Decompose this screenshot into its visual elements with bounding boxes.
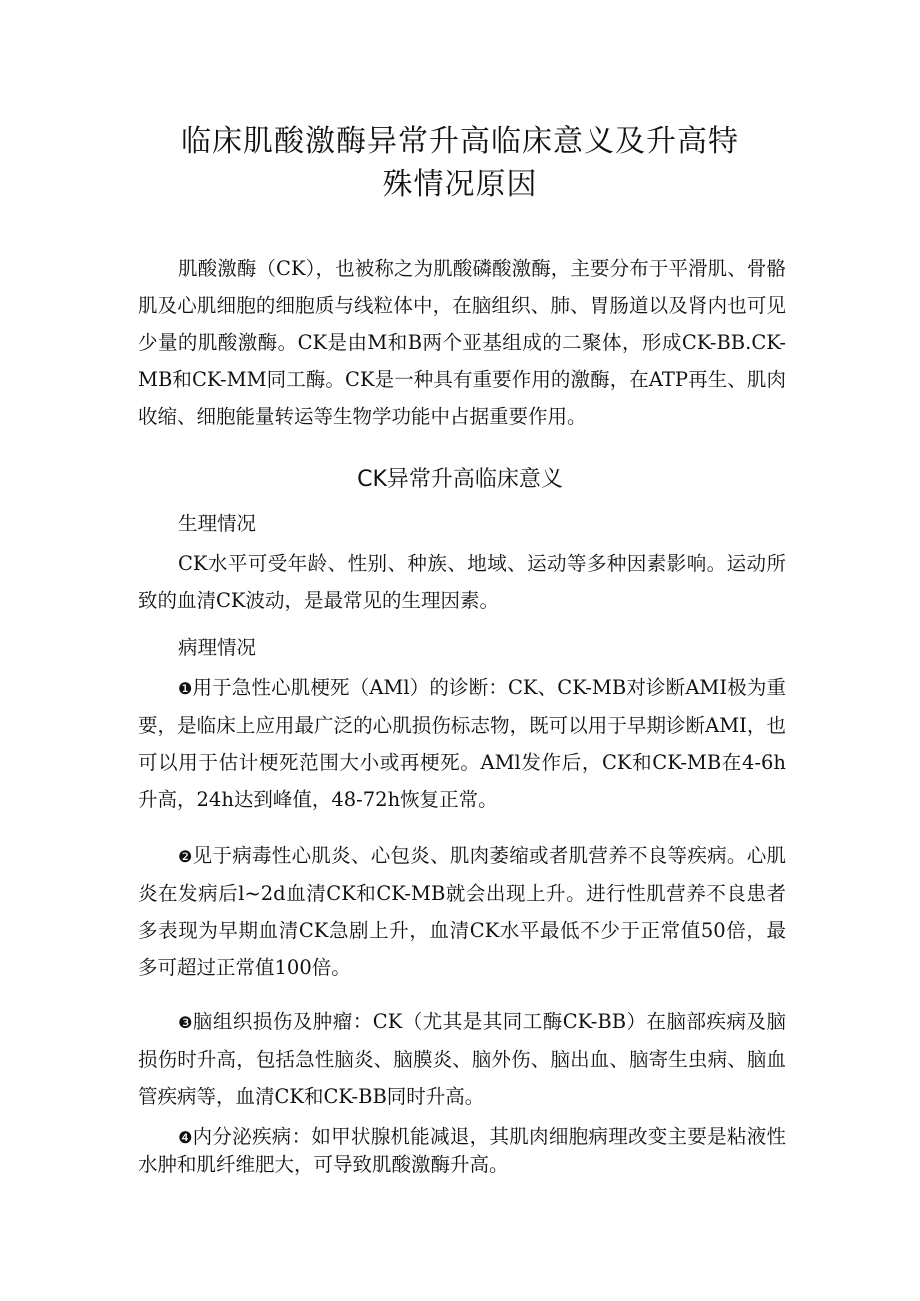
pathology-item-4 (138, 1123, 786, 1178)
pathology-item-text: 内分泌疾病：如甲状腺机能减退，其肌肉细胞病理改变主要是粘液性水肿和肌纤维肥大，可导致肌酸激酶升高。 (138, 1125, 786, 1176)
bullet-marker: ❹ (178, 1128, 193, 1147)
pathology-item-text: 见于病毒性心肌炎、心包炎、肌肉萎缩或者肌营养不良等疾病。心肌炎在发病后l~2d血清CK和CK-MB就会出现上升。进行性肌营养不良患者多表现为早期血清CK急剧上升，血清CK水平最低不少于正常值50倍，最多可超过正常值100倍。 (138, 844, 786, 979)
intro-paragraph: 肌酸激酶（CK），也被称之为肌酸磷酸激酶，主要分布于平滑肌、骨骼肌及心肌细胞的细胞质与线粒体中，在脑组织、肺、胃肠道以及肾内也可见少量的肌酸激酶。CK是由M和B两个亚基组成的二聚体，形成CK-BB.CK-MB和CK-MM同工酶。CK是一种具有重要作用的激酶，在ATP再生、肌肉收缩、细胞能量转运等生物学功能中占据重要作用。 (138, 257, 786, 428)
document-title-line-2: 殊情况原因 (382, 167, 538, 202)
section-heading: CK异常升高临床意义 (357, 467, 563, 492)
bullet-marker: ❶ (178, 679, 193, 698)
pathology-item-3 (138, 1003, 786, 1115)
pathology-item-2 (138, 837, 786, 986)
pathological-heading: 病理情况 (178, 636, 257, 659)
pathology-item-1 (138, 669, 786, 818)
pathology-item-text: 用于急性心肌梗死（AMl）的诊断：CK、CK-MB对诊断AMI极为重要，是临床上应用最广泛的心肌损伤标志物，既可以用于早期诊断AMI，也可以用于估计梗死范围大小或再梗死。AMl发作后，CK和CK-MB在4-6h升高，24h达到峰值，48-72h恢复正常。 (138, 676, 787, 811)
bullet-marker: ❷ (178, 847, 193, 866)
document-title-line-1: 临床肌酸激酶异常升高临床意义及升高特 (181, 124, 739, 159)
physiological-heading: 生理情况 (178, 512, 257, 535)
physiological-paragraph: CK水平可受年龄、性别、种族、地域、运动等多种因素影响。运动所致的血清CK波动，是最常见的生理因素。 (138, 552, 786, 612)
pathology-item-text: 脑组织损伤及肿瘤：CK（尤其是其同工酶CK-BB）在脑部疾病及脑损伤时升高，包括急性脑炎、脑膜炎、脑外伤、脑出血、脑寄生虫病、脑血管疾病等，血清CK和CK-BB同时升高。 (138, 1010, 786, 1108)
bullet-marker: ❸ (178, 1013, 193, 1032)
